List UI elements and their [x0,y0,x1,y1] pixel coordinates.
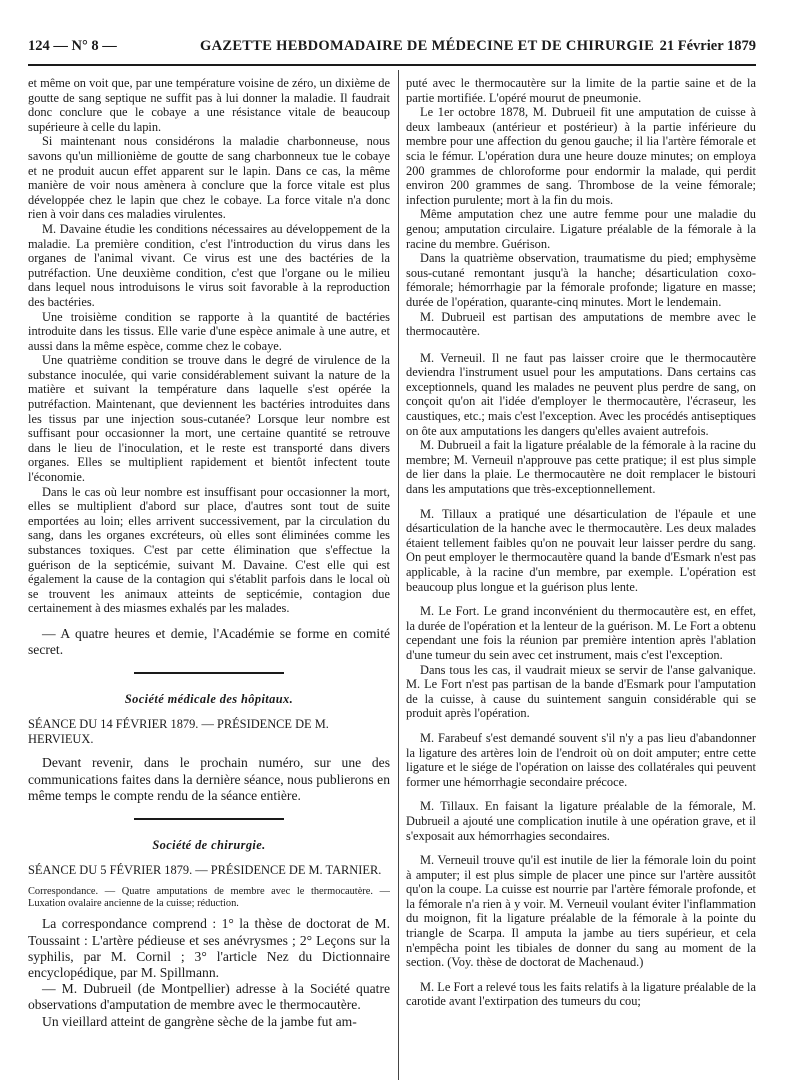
paragraph: et même on voit que, par une température voisine de zéro, un dixième de goutte de sang septique ne suffit pas à lui donner la maladie. Il faudrait donc conclure que le cobaye a une résistance vitale de beaucoup supérieure à celle du lapin. [28,76,390,134]
seance-line: SÉANCE DU 5 FÉVRIER 1879. — PRÉSIDENCE DE M. TARNIER. [28,862,382,877]
paragraph: Dans tous les cas, il vaudrait mieux se servir de l'anse galvanique. M. Le Fort n'est pas partisan de la bande d'Esmark pour l'amputation de la cuisse, à cause du suintement sanguin considérable qui se produit après l'opération. [406,662,756,721]
journal-title: GAZETTE HEBDOMADAIRE DE MÉDECINE ET DE CHIRURGIE [200,38,655,54]
paragraph: M. Dubrueil a fait la ligature préalable de la fémorale à la racine du membre; M. Verneuil n'approuve pas cette pratique; il est plus simple de lier dans la plaie. Le thermocautère ne doit remplacer le bistouri dans les amputations que très-exceptionnellement. [406,438,756,497]
paragraph: puté avec le thermocautère sur la limite de la partie saine et de la partie mortifiée. L'opéré mourut de pneumonie. [406,76,756,105]
paragraph: M. Dubrueil est partisan des amputations de membre avec le thermocautère. [406,309,756,339]
paragraph: M. Tillaux a pratiqué une désarticulation de l'épaule et une désarticulation de la hanche avec le thermocautère. Les deux malades étaient tellement faibles qu'on ne pouvait leur laisser perdre du sang. On peut employer le thermocautère quand la bande d'Esmark n'est pas applicable, à la racine d'un membre, par exemple. L'opération est beaucoup plus longue et la guérison plus lente. [406,506,756,594]
section-title-chirurgie: Société de chirurgie. [152,837,266,852]
page-header [28,38,756,62]
seance-line: SÉANCE DU 14 FÉVRIER 1879. — PRÉSIDENCE DE M. HERVIEUX. [28,717,329,747]
paragraph: Dans la quatrième observation, traumatisme du pied; emphysème sous-cutané remontant jusqu'à la hanche; désarticulation coxo-fémorale; hémorrhagie par la fémorale profonde; ligature en masse; durée de l'opération, quarante-cinq minutes. Mort le lendemain. [406,251,756,309]
paragraph: — M. Dubrueil (de Montpellier) adresse à la Société quatre observations d'amputation de membre avec le thermocautère. [28,981,390,1013]
section-rule [134,672,284,674]
page-number: 124 — N° 8 — [28,38,117,54]
paragraph: M. Farabeuf s'est demandé souvent s'il n'y a pas lieu d'abandonner la ligature des artères loin de l'endroit où on doit amputer; entre cette ligature et le siége de l'opération on laisse des collatérales qui peuvent former une hémorrhagie secondaire précoce. [406,730,756,789]
column-divider [398,70,399,1080]
paragraph: Une troisième condition se rapporte à la quantité de bactéries introduite dans les tissus. Elle varie d'une espèce animale à une autre, et aussi dans la même espèce, comme chez le cobaye. [28,309,390,353]
paragraph: — A quatre heures et demie, l'Académie se forme en comité secret. [28,625,390,658]
paragraph: Devant revenir, dans le prochain numéro, sur une des communications faites dans la dernière séance, nous publierons en même temps le compte rendu de la séance entière. [28,755,390,803]
paragraph: M. Verneuil trouve qu'il est inutile de lier la fémorale loin du point à amputer; il est plus simple de placer une pince sur l'artère aussitôt qu'on la coupe. La cuisse est nourrie par l'artère fémorale profonde, et la fémorale n'a rien à y voir. M. Verneuil voulant éviter l'inflammation du moignon, fit la ligature préalable de la fémorale à la pointe du triangle de Scarpa. Il amputa la jambe au tiers supérieur, et cela n'empêcha point les tibiales de donner du sang au moment de la section. (Voy. thèse de doctorat de Machenaud.) [406,853,756,970]
paragraph: M. Le Fort. Le grand inconvénient du thermocautère est, en effet, la durée de l'opération et la lenteur de la guérison. M. Le Fort a obtenu cependant une fois la réunion par première intention après l'ablation d'une tumeur du sein avec cet instrument, mais c'est l'exception. [406,604,756,662]
paragraph: Le 1er octobre 1878, M. Dubrueil fit une amputation de cuisse à deux lambeaux (antérieur et postérieur) à la partie inférieure du membre pour une affection du genou gauche; il lia l'artère fémorale et scia le fémur. L'opération dura une heure douze minutes; on employa 200 grammes de chloroforme pour endormir la malade, qui perdit environ 200 grammes de sang. Thrombose de la veine fémorale; infection purulente; mort à la fin du mois. [406,105,756,207]
paragraph: Une quatrième condition se trouve dans le degré de virulence de la substance inoculée, qui varie considérablement suivant la nature de la matière et suivant la température dans laquelle s'est opérée la putréfaction. Maintenant, que deviennent les bactéries introduites dans les tissus par une injection sous-cutanée? Lorsque leur nombre est suffisant pour occasionner la mort, une certaine quantité se retrouve dans le lieu de l'inoculation, et le reste est transporté dans divers organes. Elles se multiplient rapidement et bientôt infectent toute l'économie. [28,353,390,485]
header-rule [28,64,756,66]
paragraph: Si maintenant nous considérons la maladie charbonneuse, nous savons qu'un millionième de goutte de sang charbonneux tue le cobaye et ne produit aucun effet apparent sur le lapin. Dans ce cas, la même manière de voir nous amènera à conclure que la force vitale est plus développée chez le lapin que chez le cobaye. La force vitale n'a donc rien à voir dans ces maladies virulentes. [28,134,390,222]
paragraph: M. Le Fort a relevé tous les faits relatifs à la ligature préalable de la carotide avant l'extirpation des tumeurs du cou; [406,979,756,1009]
paragraph: Même amputation chez une autre femme pour une maladie du genou; amputation circulaire. Ligature préalable de la fémorale à la racine du membre. Guérison. [406,207,756,251]
section-title-hopitaux: Société médicale des hôpitaux. [124,692,294,707]
paragraph: La correspondance comprend : 1° la thèse de doctorat de M. Toussaint : L'artère pédieuse et ses anévrysmes ; 2° Leçons sur la syphilis, par M. Cornil ; 3° l'article Nez du Dictionnaire encyclopédique, par M. Spillmann. [28,916,390,980]
right-column [406,76,756,1081]
paragraph: Un vieillard atteint de gangrène sèche de la jambe fut am- [42,1013,357,1029]
paragraph: M. Davaine étudie les conditions nécessaires au développement de la maladie. La première condition, c'est l'introduction du virus dans les organes de l'animal vivant. Ce virus est une des bactéries de la putréfaction. Une deuxième condition, c'est que l'organe ou le milieu dans lequel nous introduisons le virus soit favorable à la reproduction des bactéries. [28,221,390,309]
section-rule [134,818,284,820]
paragraph: Dans le cas où leur nombre est insuffisant pour occasionner la mort, elles se multiplient d'abord sur place, d'autres sont tout de suite emportées au loin; elles arrivent successivement, par la circulation du sang, dans les organes excréteurs, où elles sont éliminées comme les substances toxiques. C'est par cette élimination que s'effectue la guérison de la septicémie, suivant M. Davaine. C'est elle qui est également la cause de la contagion qui s'établit parfois dans le local où se trouvent les animaux atteints de septicémie, contagion due certainement à des miasmes exhalés par les malades. [28,484,390,616]
left-column [28,76,390,1081]
summary: Correspondance. — Quatre amputations de membre avec le thermocautère. — Luxation ovalaire ancienne de la cuisse; réduction. [28,885,390,910]
paragraph: M. Verneuil. Il ne faut pas laisser croire que le thermocautère deviendra l'instrument usuel pour les amputations. Dans certains cas exceptionnels, quand les malades ne peuvent plus perdre de sang, on conçoit qu'on ait l'idée d'employer le thermocautère, l'écraseur, les caustiques, etc.; mais c'est l'exception. Avec les procédés antiseptiques on ôte aux amputations les dangers qu'elles avaient autrefois. [406,350,756,438]
paragraph: M. Tillaux. En faisant la ligature préalable de la fémorale, M. Dubrueil a ajouté une complication inutile à une opération grave, et il s'exposait aux hémorrhagies secondaires. [406,799,756,843]
issue-date: 21 Février 1879 [659,38,756,54]
